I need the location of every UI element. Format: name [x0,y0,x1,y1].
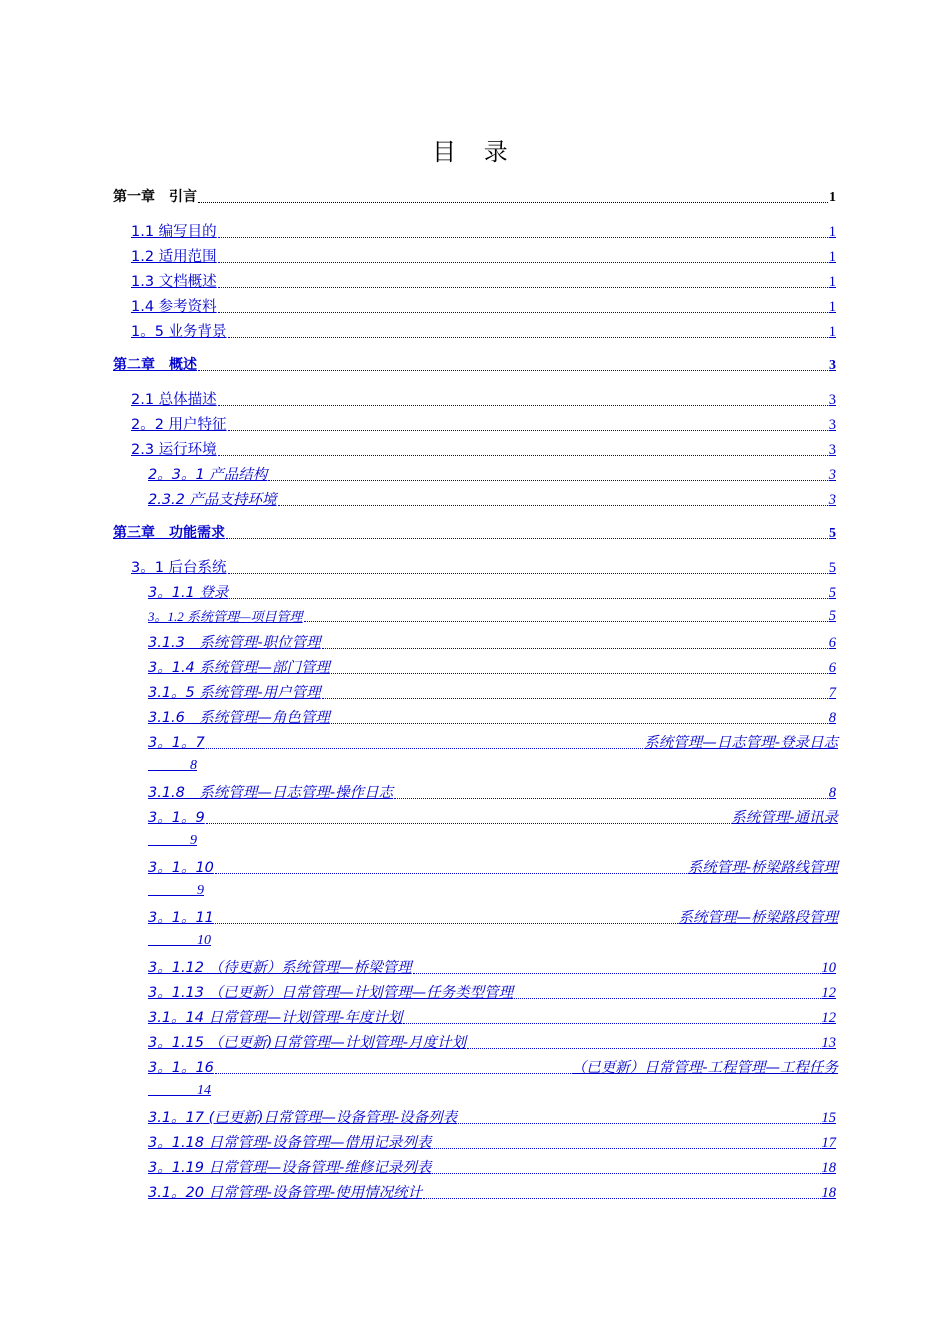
dot-leader [215,1073,571,1074]
toc-entry-3-1-9[interactable] [148,806,838,827]
toc-entry-3-1-1[interactable] [148,581,836,602]
toc-entry-3-1-12[interactable] [148,956,836,977]
dot-leader [394,798,828,799]
toc-entry-2-1[interactable] [131,388,836,409]
toc-entry-1-2[interactable] [131,245,836,266]
toc-entry-3-1-15[interactable] [148,1031,836,1052]
toc-entry-text: 第二章 概述 [113,357,197,373]
toc-entry-text: 2。2 用户特征 [131,417,227,433]
dot-leader [331,723,828,724]
toc-entry-1-5[interactable] [131,320,836,341]
dot-leader [218,312,828,313]
dot-leader [432,1173,820,1174]
toc-entry-text: 1.1 编写目的 [131,224,217,240]
toc-page-number: 1 [828,224,836,240]
dot-leader [218,237,828,238]
toc-entry-number: 3。1。9 [148,810,205,826]
dot-leader [322,648,828,649]
toc-entry-text: 1.2 适用范围 [131,249,217,265]
dot-leader [206,823,731,824]
toc-entry-2-3[interactable] [131,438,836,459]
toc-entry-text: 3。1.15 （已更新)日常管理—计划管理-月度计划 [148,1035,467,1051]
dot-leader [304,621,828,622]
toc-page-number: 14 [197,1083,211,1098]
dot-leader [198,370,828,371]
toc-page-number: 5 [828,608,836,624]
toc-page-number: 5 [829,526,836,541]
toc-entry-2-3-2[interactable] [148,488,836,509]
toc-page-number: 1 [828,324,836,340]
toc-entry-3-1-8[interactable] [148,781,836,802]
toc-entry-1-3[interactable] [131,270,836,291]
dot-leader [228,573,828,574]
toc-entry-text: 系统管理-桥梁路线管理 [687,860,838,876]
toc-page-number: 12 [821,985,836,1001]
toc-chapter-1[interactable] [113,186,836,206]
dot-leader [218,455,828,456]
toc-entry-text: 3。1.1 登录 [148,585,229,601]
toc-entry-3-1-17[interactable] [148,1106,836,1127]
dot-leader [423,1198,820,1199]
toc-page-number-wrapped[interactable] [148,758,197,774]
toc-entry-text: 3.1.3 系统管理-职位管理 [148,635,321,651]
toc-entry-text: 3.1。17 (已更新)日常管理—设备管理-设备列表 [148,1110,458,1126]
toc-page-number: 5 [828,585,836,601]
toc-entry-3-1-7[interactable] [148,731,838,752]
toc-entry-3-1-14[interactable] [148,1006,836,1027]
toc-page-number: 1 [828,274,836,290]
toc-entry-text: （已更新）日常管理-工程管理—工程任务 [571,1060,838,1076]
dot-leader [206,748,644,749]
dot-leader [278,505,828,506]
toc-entry-3-1-18[interactable] [148,1131,836,1152]
toc-page-number-wrapped[interactable] [148,833,197,849]
toc-entry-3-1-10[interactable] [148,856,838,877]
toc-page-number-wrapped[interactable] [148,883,204,899]
dot-leader [432,1148,820,1149]
toc-entry-text: 系统管理—桥梁路段管理 [678,910,838,926]
toc-entry-text: 第三章 功能需求 [113,525,225,541]
toc-entry-3-1-2[interactable] [148,606,836,625]
toc-entry-3-1-16[interactable] [148,1056,838,1077]
dot-leader [403,1023,820,1024]
toc-page-number: 17 [821,1135,836,1151]
toc-entry-text: 1.3 文档概述 [131,274,217,290]
toc-page-number: 12 [821,1010,836,1026]
toc-entry-3-1-20[interactable] [148,1181,836,1202]
toc-entry-text: 3。1.12 （待更新）系统管理—桥梁管理 [148,960,412,976]
toc-entry-number: 3。1。7 [148,735,205,751]
toc-entry-text: 3.1。20 日常管理-设备管理-使用情况统计 [148,1185,423,1201]
toc-page-number: 1 [828,249,836,265]
toc-page-number: 7 [828,685,836,701]
toc-page-number: 5 [828,560,836,576]
toc-page-number: 10 [197,933,211,948]
toc-entry-3-1-19[interactable] [148,1156,836,1177]
toc-page-number: 13 [821,1035,836,1051]
dot-leader [228,430,828,431]
dot-leader [226,538,828,539]
toc-title: 目 录 [432,138,518,166]
dot-leader [322,698,828,699]
dot-leader [228,337,828,338]
dot-leader [215,923,678,924]
toc-chapter-3[interactable] [113,522,836,542]
dot-leader [218,287,828,288]
toc-entry-number: 3。1。11 [148,910,214,926]
toc-entry-text: 3.1。14 日常管理—计划管理-年度计划 [148,1010,403,1026]
dot-leader [229,598,827,599]
toc-chapter-2[interactable] [113,354,836,374]
toc-entry-3-1-4[interactable] [148,656,836,677]
toc-entry-text: 2。3。1 产品结构 [148,467,268,483]
toc-entry-text: 3。1.13 （已更新）日常管理—计划管理—任务类型管理 [148,985,514,1001]
toc-entry-text: 3.1.8 系统管理—日志管理-操作日志 [148,785,394,801]
toc-entry-2-3-1[interactable] [148,463,836,484]
toc-entry-text: 3。1.4 系统管理—部门管理 [148,660,330,676]
toc-page-number-wrapped[interactable] [148,933,211,949]
dot-leader [268,480,827,481]
toc-entry-text: 3。1.19 日常管理—设备管理-维修记录列表 [148,1160,432,1176]
toc-entry-text: 2.1 总体描述 [131,392,217,408]
toc-page-number: 9 [190,833,197,848]
toc-entry-text: 系统管理—日志管理-登录日志 [644,735,838,751]
toc-page-number: 15 [821,1110,836,1126]
toc-entry-text: 2.3.2 产品支持环境 [148,492,277,508]
toc-page-number: 18 [821,1160,836,1176]
toc-page-number-wrapped[interactable] [148,1083,211,1099]
toc-page-number: 3 [828,392,836,408]
toc-entry-3-1-3[interactable] [148,631,836,652]
toc-entry-text: 第一章 引言 [113,189,197,205]
dot-leader [458,1123,820,1124]
toc-entry-text: 3。1 后台系统 [131,560,227,576]
toc-entry-text: 2.3 运行环境 [131,442,217,458]
dot-leader [331,673,828,674]
toc-entry-3-1-13[interactable] [148,981,836,1002]
toc-page-number: 8 [190,758,197,773]
dot-leader [514,998,820,999]
toc-page-number: 3 [828,467,836,483]
dot-leader [467,1048,820,1049]
dot-leader [218,262,828,263]
toc-page-number: 3 [828,492,836,508]
toc-entry-1-1[interactable] [131,220,836,241]
toc-entry-text: 3。1.18 日常管理-设备管理—借用记录列表 [148,1135,432,1151]
toc-entry-number: 3。1。16 [148,1060,214,1076]
toc-entry-text: 3。1.2 系统管理—项目管理 [148,609,303,624]
toc-entry-1-4[interactable] [131,295,836,316]
toc-entry-3-1-11[interactable] [148,906,838,927]
toc-page-number: 18 [821,1185,836,1201]
toc-page-number: 8 [828,710,836,726]
toc-page-number: 3 [829,358,836,373]
toc-page-number: 1 [829,190,836,205]
toc-page-number: 6 [828,635,836,651]
toc-entry-3-1-5[interactable] [148,681,836,702]
toc-entry-text: 系统管理-通讯录 [731,810,838,826]
dot-leader [198,202,828,203]
toc-page-number: 10 [821,960,836,976]
dot-leader [215,873,687,874]
toc-page-number: 9 [197,883,204,898]
dot-leader [218,405,828,406]
toc-entry-text: 1。5 业务背景 [131,324,227,340]
toc-entry-3-1-6[interactable] [148,706,836,727]
toc-entry-3-1[interactable] [131,556,836,577]
toc-page-number: 8 [828,785,836,801]
dot-leader [413,973,821,974]
toc-page-number: 3 [828,442,836,458]
toc-page-number: 1 [828,299,836,315]
toc-entry-text: 3.1.6 系统管理—角色管理 [148,710,330,726]
toc-entry-text: 1.4 参考资料 [131,299,217,315]
toc-entry-number: 3。1。10 [148,860,214,876]
toc-entry-text: 3.1。5 系统管理-用户管理 [148,685,321,701]
toc-page-number: 3 [828,417,836,433]
toc-page-number: 6 [828,660,836,676]
toc-entry-2-2[interactable] [131,413,836,434]
